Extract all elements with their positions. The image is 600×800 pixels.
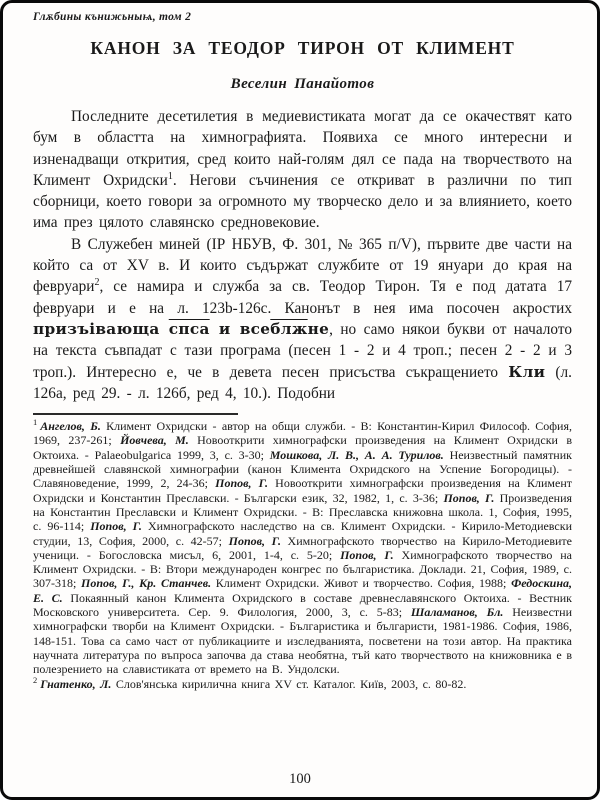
footnote-1: [33, 419, 572, 676]
author-citation: Ангелов, Б.: [40, 419, 101, 434]
footnote-ref: 2: [94, 277, 100, 289]
slavonic-text: не: [307, 319, 330, 338]
author-citation: Попов, Г., Кр. Станчев.: [81, 576, 212, 591]
text-run: Последните десетилетия в медиевистиката могат да се окачествят като бум в областта на химнографията. Появиха се много интересни и изненадващи открития, сред които най-голям дял се пада на творчеството на Климент Охридски: [33, 108, 572, 189]
footnote-separator: [33, 413, 238, 415]
page-number: 100: [289, 771, 311, 787]
text-run: Слов'янська кирилична книга XV ст. Каталог. Київ, 2003, с. 80-82.: [111, 676, 467, 691]
footnote-2: [33, 674, 572, 691]
author-citation: Мошкова, Л. В., А. А. Турилов.: [269, 447, 444, 462]
author-citation: Федоскина, Е. С.: [33, 576, 572, 605]
text-run: Химнографското творчество на Кирило-Методиевите ученици. - Богословска мисъл, 6, 2001, 1-4, с. 5-20;: [33, 533, 572, 562]
slavonic-text: Кли: [508, 362, 546, 381]
text-run: Произведения на Константин Преславски и Климент Охридски. - В: Преславска книжовна школа. 1, София, 1995, с. 96-114;: [33, 490, 573, 534]
slavonic-text: и все: [209, 319, 271, 338]
slavonic-text: спса: [168, 319, 210, 338]
author-citation: Йовчева, М.: [120, 433, 189, 448]
text-run: Новооткрити химнографски произведения на Климент Охридски и Константин Преславски. - Български език, 32, 1982, 1, с. 3-36;: [33, 476, 573, 505]
footnotes-block: [33, 419, 572, 691]
running-header: Глѫбины кънижьныѩ, том 2: [33, 11, 192, 23]
author-name: Веселин Панайотов: [230, 76, 375, 92]
author-citation: Попов, Г.: [443, 490, 495, 505]
text-run: (л. 126а, ред 29. - л. 126б, ред 4, 10.). Подобни: [33, 363, 572, 402]
footnote-2-marker: 2: [33, 674, 38, 685]
text-run: , но само някои букви от началото на текста съвпадат с тази програма (песен 1 - 2 и 4 троп.; песен 2 - 2 и 3 троп.). Интересно е, че в девета песен присъства съкращението: [33, 320, 572, 381]
text-run: Климент Охридски. Живот и творчество. София, 1988;: [211, 576, 512, 591]
footnote-1-marker: 1: [33, 417, 38, 428]
footnote-1-text: [33, 419, 572, 676]
footnote-ref: 1: [167, 170, 173, 182]
text-run: Новооткрити химнографски произведения на Климент Охридски в Октоиха. - Palaeobulgarica 1999, 3, с. 3-30;: [33, 433, 572, 462]
text-run: Покаянный канон Климента Охридского в составе древнеславянского Октоиха. - Вестник Московского университета. Сер. 9. Филология, 2000, 3, с. 5-83;: [33, 590, 572, 620]
paragraph-2: [33, 234, 572, 404]
text-run: В Служебен миней (ІР НБУВ, Ф. 301, № 365 п/V), първите две части на който са от XV в. И които съдържат службите от 19 януари до края на февруари: [33, 235, 572, 296]
text-run: Химнографското творчество на Климент Охридски. - В: Втори международен конгрес по българистика. Доклади. 21, София, 1989, с. 307-318;: [33, 547, 572, 591]
author-citation: Попов, Г.: [90, 519, 142, 534]
author-citation: Шаламанов, Бл.: [410, 605, 504, 620]
slavonic-text: призъівающа: [33, 319, 169, 338]
footnote-2-text: [40, 677, 466, 691]
paragraph-1: [33, 106, 572, 234]
text-run: Климент Охридски - автор на общи служби. - В: Константин-Кирил Философ. София, 1969, 237-261;: [33, 419, 573, 448]
author-citation: Попов, Г.: [228, 533, 281, 548]
author-citation: Попов, Г.: [340, 547, 394, 562]
article-body: [33, 106, 572, 404]
text-run: Химнографското наследство на св. Климент Охридски. - Кирило-Методиевски студии, 13, София, 2000, с. 42-57;: [33, 519, 572, 548]
text-run: Неизвестный памятник древнейшей славянской химнографии (канон Климента Охридского на Успение Богородицы). - Славяноведение, 1999, 2, 24-36;: [33, 447, 572, 491]
author-citation: Попов, Г.: [215, 476, 269, 491]
article-title: КАНОН ЗА ТЕОДОР ТИРОН ОТ КЛИМЕНТ: [90, 38, 515, 58]
author-citation: Гнатенко, Л.: [40, 676, 112, 691]
text-run: Неизвестни химнографски творби на Климент Охридски. - Българистика и българисти, 1981-1986. София, 1986, 148-151. Това са само част от публикациите и изследванията, посветени на този автор. На практика научната литература по въпроса започва да става необятна, тъй като творчеството на книжовника е в полезрението на славистиката от времето на В. Ундолски.: [33, 605, 572, 677]
text-run: , се намира и служба за св. Теодор Тирон. Тя е под датата 17 февруари и е на л. 123b-126c. Канонът в нея има посочен акростих: [33, 278, 572, 317]
slavonic-text: блж: [270, 319, 308, 338]
text-run: . Негови съчинения се откриват в различни по тип сборници, което говори за огромното му творческо дело и за влиянието, което има през цялото славянско средновековие.: [33, 171, 572, 232]
